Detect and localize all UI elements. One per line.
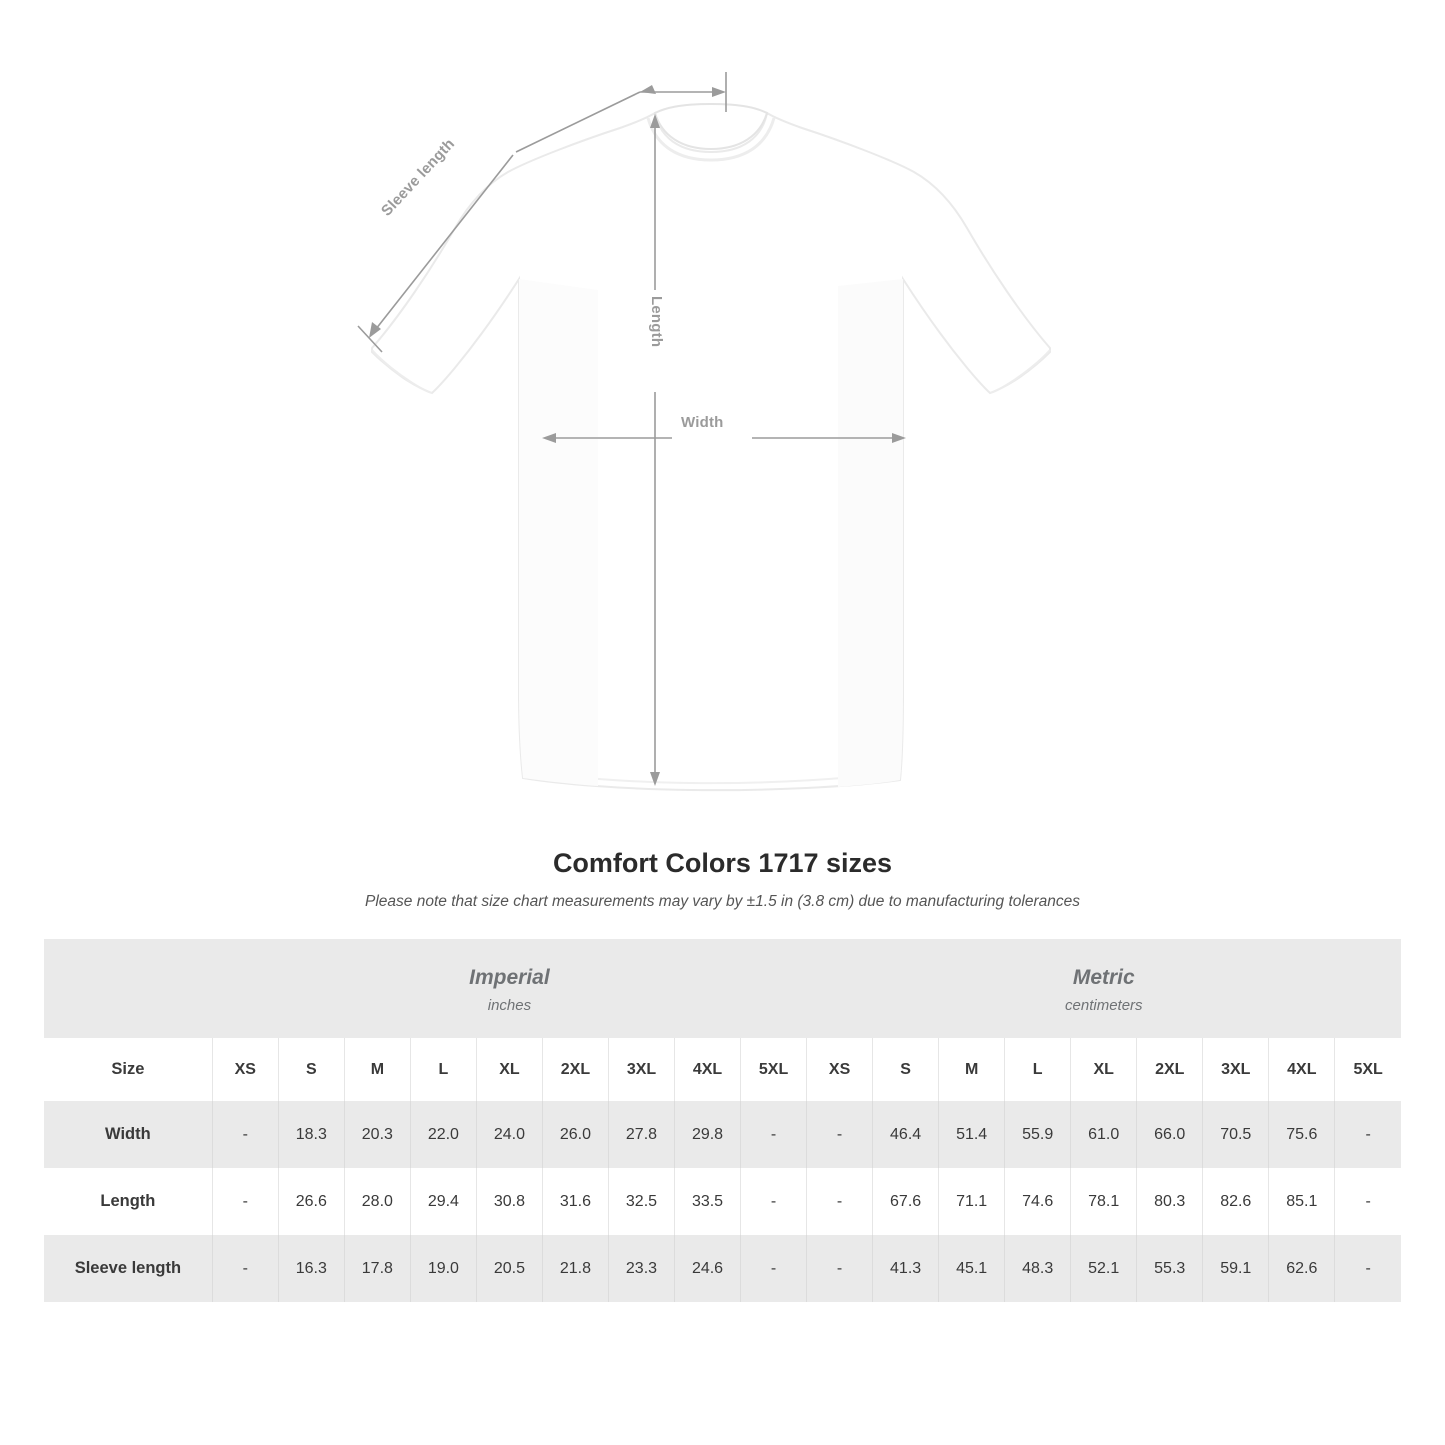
cell-length: 29.4 — [410, 1168, 476, 1235]
row-label-length: Length — [44, 1168, 212, 1235]
cell-sleeve-length: - — [212, 1235, 278, 1302]
cell-sleeve-length: 52.1 — [1071, 1235, 1137, 1302]
cell-sleeve-length: - — [741, 1235, 807, 1302]
size-chart-table — [44, 939, 1401, 1302]
cell-length: 78.1 — [1071, 1168, 1137, 1235]
cell-width: - — [212, 1101, 278, 1168]
tshirt-shape — [372, 104, 1050, 790]
cell-length: - — [807, 1168, 873, 1235]
row-label-width: Width — [44, 1101, 212, 1168]
size-header-cell: M — [939, 1038, 1005, 1101]
cell-length: 32.5 — [608, 1168, 674, 1235]
size-header-row — [44, 1038, 1401, 1101]
cell-sleeve-length: 55.3 — [1137, 1235, 1203, 1302]
unit-name-imperial: Imperial — [469, 966, 550, 989]
size-header-label: Size — [44, 1038, 212, 1101]
cell-length: 31.6 — [542, 1168, 608, 1235]
tolerance-note: Please note that size chart measurements may vary by ±1.5 in (3.8 cm) due to manufacturing tolerances — [365, 893, 1080, 910]
cell-length: 28.0 — [344, 1168, 410, 1235]
table-row — [44, 1168, 1401, 1235]
size-header-cell: M — [344, 1038, 410, 1101]
cell-sleeve-length: 19.0 — [410, 1235, 476, 1302]
size-header-cell: 2XL — [542, 1038, 608, 1101]
size-chart-table-wrap — [0, 939, 1445, 1302]
size-header-cell: 3XL — [608, 1038, 674, 1101]
cell-sleeve-length: 23.3 — [608, 1235, 674, 1302]
cell-sleeve-length: 17.8 — [344, 1235, 410, 1302]
size-header-cell: S — [278, 1038, 344, 1101]
unit-sub-metric: centimeters — [1065, 997, 1143, 1015]
cell-width: 27.8 — [608, 1101, 674, 1168]
cell-width: 70.5 — [1203, 1101, 1269, 1168]
cell-width: 18.3 — [278, 1101, 344, 1168]
cell-sleeve-length: 24.6 — [675, 1235, 741, 1302]
cell-length: 33.5 — [675, 1168, 741, 1235]
cell-width: 66.0 — [1137, 1101, 1203, 1168]
cell-width: 22.0 — [410, 1101, 476, 1168]
cell-sleeve-length: - — [1335, 1235, 1401, 1302]
unit-header-metric — [807, 939, 1401, 1038]
cell-width: 46.4 — [873, 1101, 939, 1168]
cell-width: 61.0 — [1071, 1101, 1137, 1168]
cell-length: 71.1 — [939, 1168, 1005, 1235]
size-header-cell: L — [1005, 1038, 1071, 1101]
size-header-cell: 2XL — [1137, 1038, 1203, 1101]
sleeve-length-dimension-label: Sleeve length — [378, 135, 459, 220]
size-header-cell: XL — [476, 1038, 542, 1101]
size-header-cell: XL — [1071, 1038, 1137, 1101]
cell-width: 26.0 — [542, 1101, 608, 1168]
unit-name-metric: Metric — [1072, 966, 1135, 989]
size-header-cell: S — [873, 1038, 939, 1101]
width-dimension-label: Width — [681, 414, 724, 431]
cell-length: 80.3 — [1137, 1168, 1203, 1235]
size-header-cell: XS — [807, 1038, 873, 1101]
unit-header-imperial — [212, 939, 806, 1038]
size-header-cell: 5XL — [741, 1038, 807, 1101]
row-label-sleeve-length: Sleeve length — [44, 1235, 212, 1302]
size-header-cell: 4XL — [675, 1038, 741, 1101]
cell-width: - — [1335, 1101, 1401, 1168]
cell-width: 29.8 — [675, 1101, 741, 1168]
size-header-cell: 4XL — [1269, 1038, 1335, 1101]
cell-width: 55.9 — [1005, 1101, 1071, 1168]
cell-width: - — [741, 1101, 807, 1168]
size-header-cell: L — [410, 1038, 476, 1101]
cell-sleeve-length: 45.1 — [939, 1235, 1005, 1302]
cell-length: 74.6 — [1005, 1168, 1071, 1235]
cell-width: 24.0 — [476, 1101, 542, 1168]
cell-sleeve-length: 16.3 — [278, 1235, 344, 1302]
cell-sleeve-length: 20.5 — [476, 1235, 542, 1302]
size-header-cell: 5XL — [1335, 1038, 1401, 1101]
cell-sleeve-length: 21.8 — [542, 1235, 608, 1302]
unit-header-spacer — [44, 939, 212, 1038]
cell-sleeve-length: 59.1 — [1203, 1235, 1269, 1302]
cell-length: 26.6 — [278, 1168, 344, 1235]
size-header-cell: 3XL — [1203, 1038, 1269, 1101]
cell-width: 75.6 — [1269, 1101, 1335, 1168]
page-title: Comfort Colors 1717 sizes — [552, 848, 893, 878]
cell-length: - — [741, 1168, 807, 1235]
cell-sleeve-length: 41.3 — [873, 1235, 939, 1302]
cell-length: - — [1335, 1168, 1401, 1235]
length-dimension-label: Length — [648, 296, 665, 348]
cell-sleeve-length: - — [807, 1235, 873, 1302]
cell-length: - — [212, 1168, 278, 1235]
cell-sleeve-length: 62.6 — [1269, 1235, 1335, 1302]
cell-length: 67.6 — [873, 1168, 939, 1235]
cell-sleeve-length: 48.3 — [1005, 1235, 1071, 1302]
size-header-cell: XS — [212, 1038, 278, 1101]
unit-sub-imperial: inches — [487, 997, 532, 1015]
table-row — [44, 1101, 1401, 1168]
cell-width: 20.3 — [344, 1101, 410, 1168]
table-row — [44, 1235, 1401, 1302]
cell-length: 85.1 — [1269, 1168, 1335, 1235]
cell-width: 51.4 — [939, 1101, 1005, 1168]
cell-width: - — [807, 1101, 873, 1168]
cell-length: 82.6 — [1203, 1168, 1269, 1235]
title-block — [0, 848, 1445, 911]
unit-header-row — [44, 939, 1401, 1038]
cell-length: 30.8 — [476, 1168, 542, 1235]
